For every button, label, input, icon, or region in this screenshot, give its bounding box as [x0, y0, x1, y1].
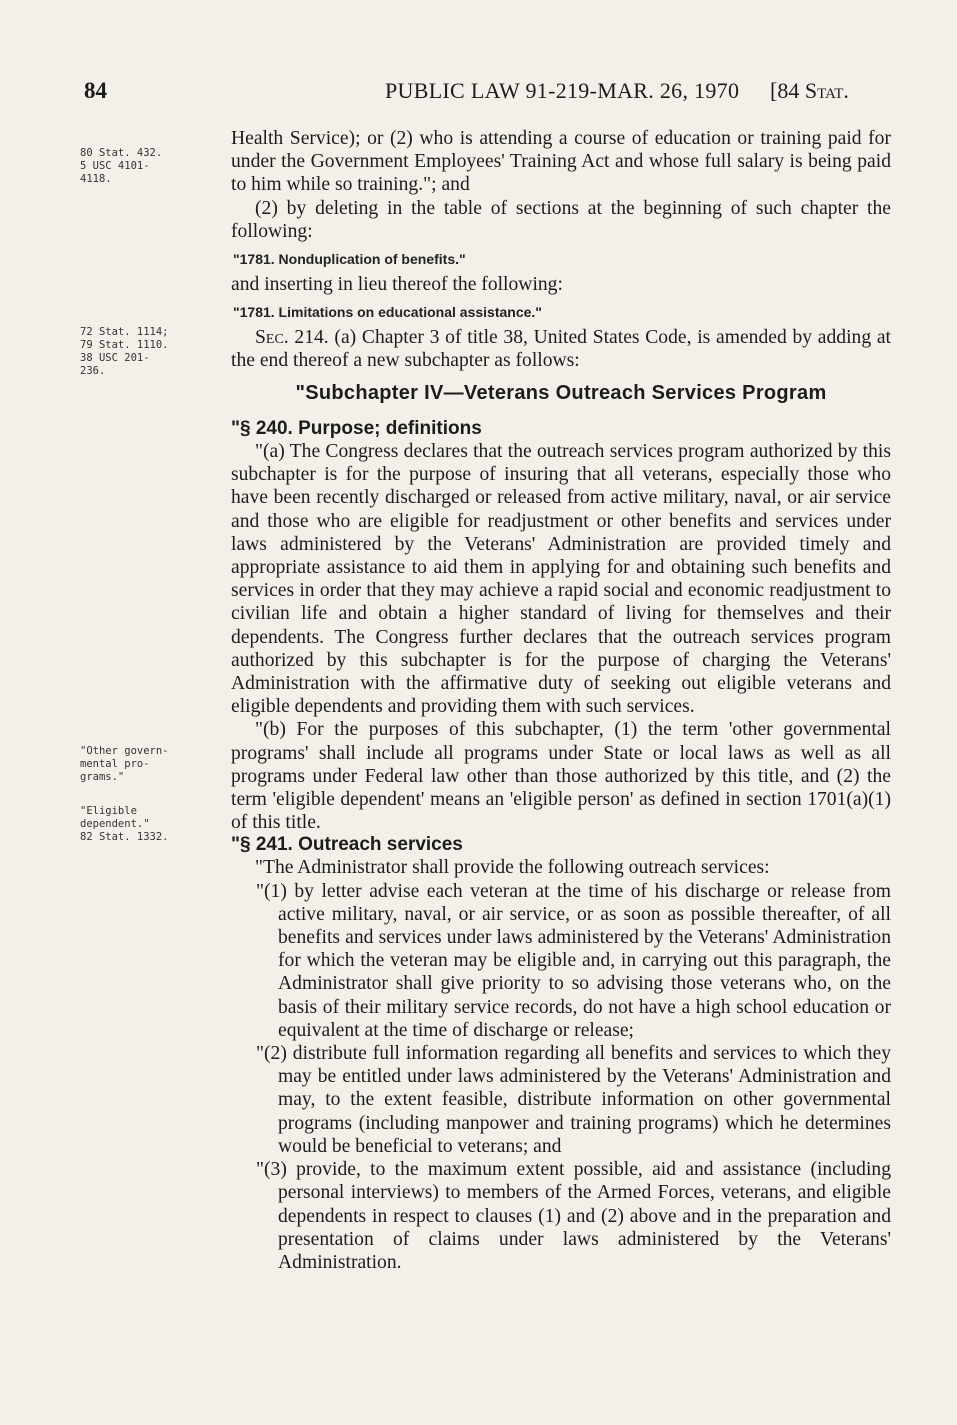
body-text-top [231, 127, 891, 373]
margin-note-line: "Eligible [80, 805, 137, 817]
margin-note-line: mental pro- [80, 758, 150, 770]
body-text-main [231, 418, 891, 1274]
statute-reference [770, 78, 849, 104]
section-241-clause-1: "(1) by letter advise each veteran at the time of his discharge or release from active military, naval, or air service, or as soon as possible thereafter, of all benefits and services under laws administered by the Veterans' Administration for which the veteran may be eligible and, in carrying out this paragraph, the Administrator shall give priority to so advising those veterans who, on the basis of their military service records, do not have a high school education or equivalent at the time of discharge or release; [256, 880, 891, 1041]
margin-note-line: dependent." [80, 818, 150, 830]
subchapter-heading: "Subchapter IV—Veterans Outreach Services Program [295, 382, 827, 404]
page-header [0, 78, 957, 108]
margin-note-line: 236. [80, 365, 106, 377]
margin-note-eligible-dependent [80, 805, 210, 844]
margin-note-line: grams." [80, 771, 125, 783]
section-214-amendment [231, 326, 891, 372]
section-241-clause-3: "(3) provide, to the maximum extent possible, aid and assistance (including personal interviews) to members of the Armed Forces, veterans, and eligible dependents in respect to clauses (1) and (2) above and in the preparation and presentation of claims under laws administered by the Veterans' Administration. [256, 1159, 891, 1273]
paragraph-health-service: Health Service); or (2) who is attending a course of education or training paid for under the Government Employees' Training Act and whose full salary is being paid to him while so training."; and [231, 128, 891, 196]
page-number: 84 [84, 78, 107, 103]
margin-note-line: "Other govern- [80, 745, 169, 757]
quoted-section-title-new: "1781. Limitations on educational assistance." [233, 304, 542, 321]
margin-note-line: 4118. [80, 173, 112, 185]
section-241-clause-2: "(2) distribute full information regarding all benefits and services to which they may be entitled under laws administered by the Veterans' Administration and may, to the extent feasible, distribute information on other governmental programs (including manpower and training programs) which he determines would be beneficial to veterans; and [256, 1043, 891, 1157]
sec-label: Sec. [255, 327, 289, 349]
section-240-heading: "§ 240. Purpose; definitions [231, 418, 482, 439]
margin-note-line: 79 Stat. 1110. [80, 339, 169, 351]
quoted-section-title-old: "1781. Nonduplication of benefits." [233, 251, 466, 268]
paragraph-deleting-table: (2) by deleting in the table of sections at the beginning of such chapter the following: [231, 197, 891, 242]
statute-prefix: [84 [770, 78, 805, 103]
statute-word: Stat. [804, 78, 849, 103]
section-241-intro: "The Administrator shall provide the following outreach services: [255, 857, 770, 879]
paragraph-inserting: and inserting in lieu thereof the following: [231, 274, 563, 296]
section-241-heading: "§ 241. Outreach services [231, 834, 463, 856]
margin-note-line: 82 Stat. 1332. [80, 831, 169, 843]
margin-note-citation-1 [80, 147, 210, 186]
margin-note-line: 5 USC 4101- [80, 160, 150, 172]
margin-note-other-programs [80, 745, 210, 784]
subchapter-heading-wrap [231, 382, 891, 405]
section-240-a: "(a) The Congress declares that the outreach services program authorized by this subchapter is for the purpose of insuring that all veterans, especially those who have been recently discharged or released from active military, naval, or air service and those who are eligible for readjustment or other benefits and services under laws administered by the Veterans' Administration are provided timely and appropriate assistance to aid them in applying for and obtaining such benefits and services in order that they may achieve a rapid social and economic readjustment to civilian life and obtain a higher standard of living for themselves and their dependents. The Congress further declares that the outreach services program authorized by this subchapter is for the purpose of charging the Veterans' Administration with the affirmative duty of seeking out eligible veterans and eligible dependents and providing them with such services. [231, 441, 891, 718]
margin-note-citation-2 [80, 326, 210, 378]
sec-214-text: 214. (a) Chapter 3 of title 38, United States Code, is amended by adding at the end thereof a new subchapter as follows: [231, 327, 891, 372]
margin-note-line: 38 USC 201- [80, 352, 150, 364]
margin-note-line: 72 Stat. 1114; [80, 326, 169, 338]
running-title: PUBLIC LAW 91-219-MAR. 26, 1970 [385, 78, 740, 103]
margin-note-line: 80 Stat. 432. [80, 147, 163, 159]
section-240-b: "(b) For the purposes of this subchapter, (1) the term 'other governmental programs' shall include all programs under State or local laws as well as all programs under Federal law other than those authorized by this title, and (2) the term 'eligible dependent' means an 'eligible person' as defined in section 1701(a)(1) of this title. [231, 719, 891, 834]
